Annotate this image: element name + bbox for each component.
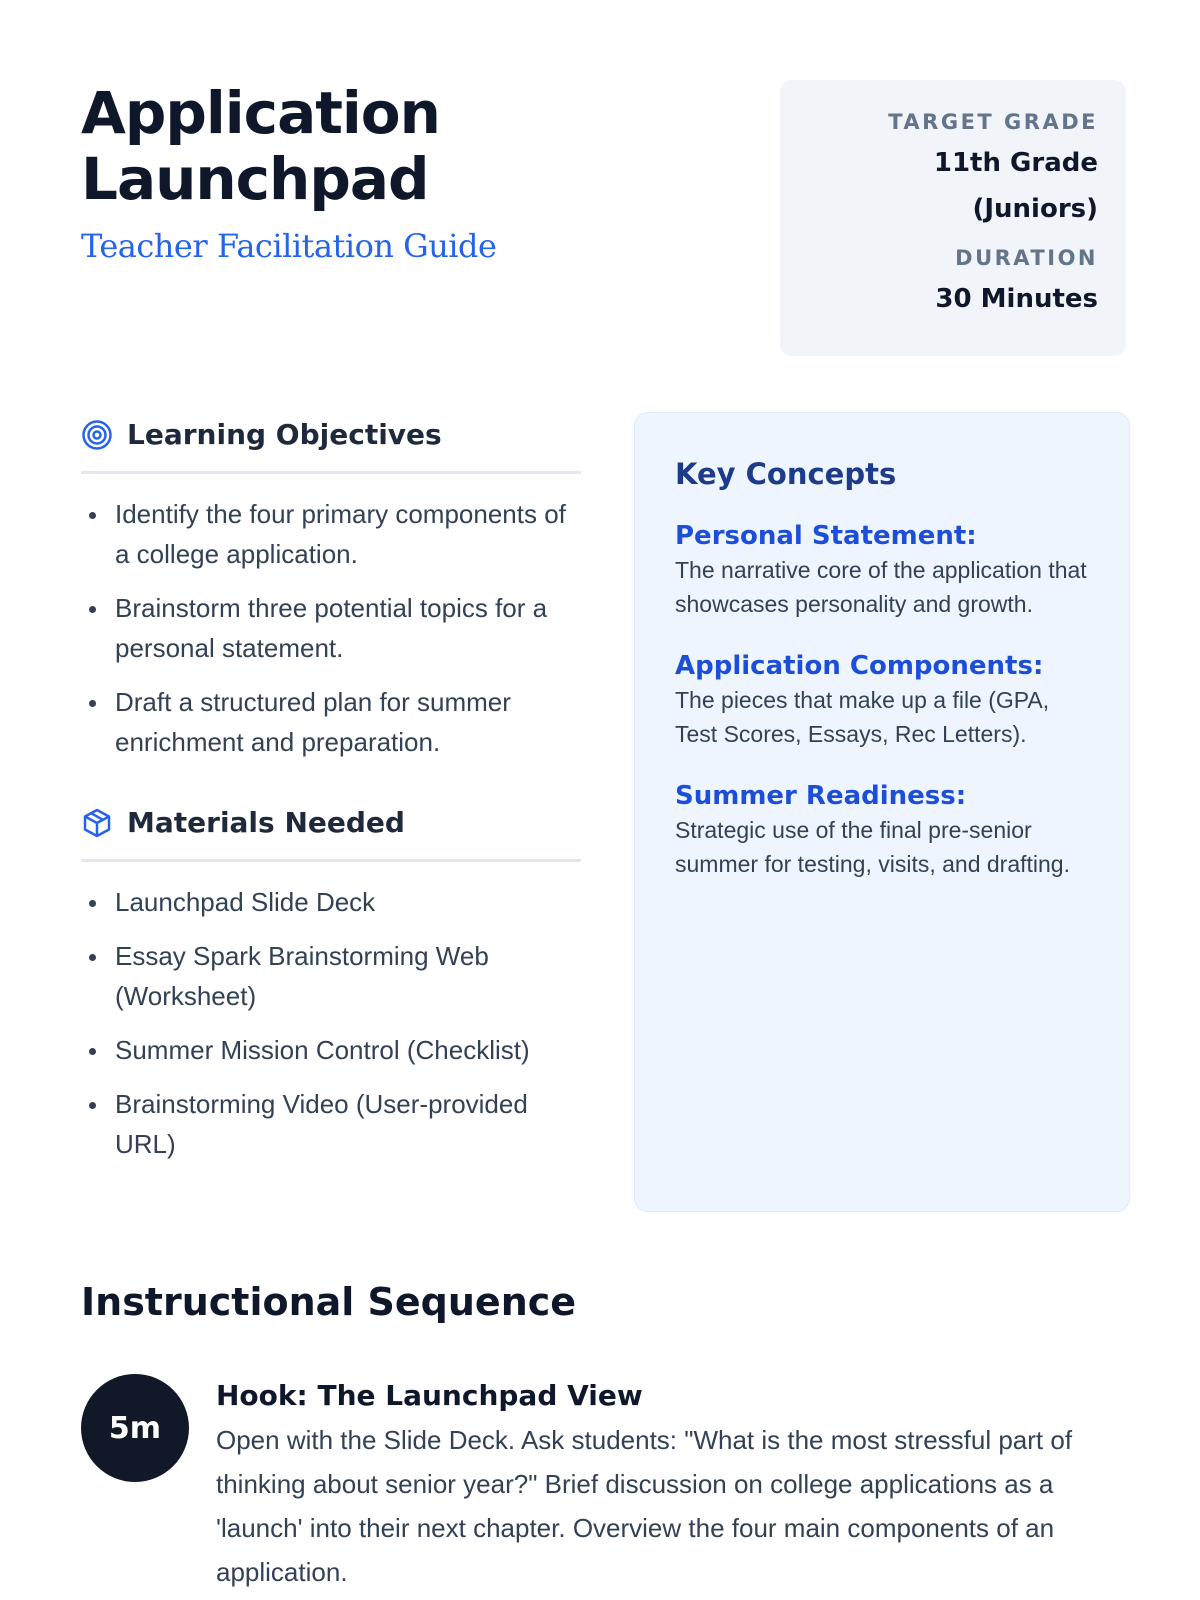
- meta-card: [780, 80, 1126, 356]
- concept-term: Personal Statement:: [675, 521, 977, 551]
- list-item: Summer Mission Control (Checklist): [81, 1030, 581, 1070]
- duration-label: DURATION: [955, 246, 1098, 270]
- concept-item: [675, 649, 1089, 751]
- concept-item: [675, 519, 1089, 621]
- page-subtitle: Teacher Facilitation Guide: [81, 227, 497, 265]
- grade-label: TARGET GRADE: [888, 110, 1098, 134]
- step-title: Hook: The Launchpad View: [216, 1379, 643, 1412]
- materials-title: Materials Needed: [127, 806, 405, 839]
- step-time-badge: 5m: [81, 1374, 189, 1482]
- page-title: [81, 80, 601, 212]
- key-concepts-card: [634, 412, 1130, 1212]
- concept-definition: The narrative core of the application that showcases personality and growth.: [675, 557, 1087, 617]
- list-item: Brainstorming Video (User-provided URL): [81, 1084, 581, 1164]
- title-line-1: Application: [81, 79, 440, 147]
- page-header: [81, 80, 1126, 358]
- materials-section: [81, 798, 581, 1164]
- objectives-list: [81, 494, 581, 762]
- list-item: Draft a structured plan for summer enrichment and preparation.: [81, 682, 581, 762]
- objectives-title: Learning Objectives: [127, 418, 442, 451]
- concept-definition: Strategic use of the final pre-senior summer for testing, visits, and drafting.: [675, 817, 1070, 877]
- grade-value: [808, 140, 1098, 232]
- materials-list: [81, 882, 581, 1164]
- title-line-2: Launchpad: [81, 145, 429, 213]
- grade-value-line-1: 11th Grade: [933, 148, 1098, 178]
- list-item: Launchpad Slide Deck: [81, 882, 581, 922]
- concept-term: Summer Readiness:: [675, 781, 967, 811]
- box-icon: [81, 807, 113, 839]
- objectives-header: [81, 410, 581, 474]
- concept-term: Application Components:: [675, 651, 1044, 681]
- sequence-title: Instructional Sequence: [81, 1280, 577, 1324]
- concept-definition: The pieces that make up a file (GPA, Test Scores, Essays, Rec Letters).: [675, 687, 1050, 747]
- list-item: Brainstorm three potential topics for a personal statement.: [81, 588, 581, 668]
- step-body: [216, 1374, 1116, 1594]
- target-icon: [81, 419, 113, 451]
- list-item: Identify the four primary components of a college application.: [81, 494, 581, 574]
- list-item: Essay Spark Brainstorming Web (Worksheet): [81, 936, 581, 1016]
- concept-item: [675, 779, 1089, 881]
- duration-value: 30 Minutes: [935, 284, 1098, 314]
- left-column: [81, 410, 581, 1178]
- materials-header: [81, 798, 581, 862]
- step-text: Open with the Slide Deck. Ask students: "What is the most stressful part of thinking about senior year?" Brief discussion on college applications as a 'launch' into their next chapter. Overview the four main components of an application.: [216, 1425, 1073, 1587]
- grade-value-line-2: (Juniors): [972, 194, 1098, 224]
- key-concepts-title: Key Concepts: [675, 457, 897, 491]
